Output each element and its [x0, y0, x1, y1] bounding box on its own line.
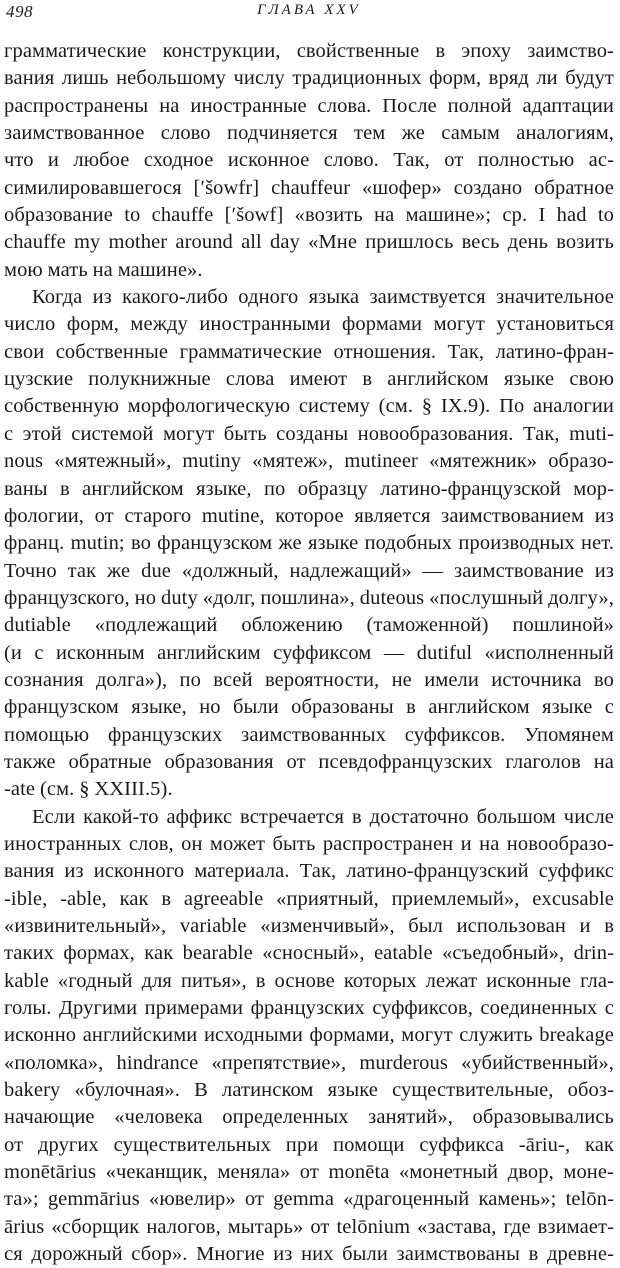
text-line: Если какой-то аффикс встречается в достаточно большом числе [32, 805, 614, 828]
text-line: Точно так же due «должный, надлежащий» — заимствование из [4, 559, 614, 582]
text-line: вания из исконного материала. Так, латино-французский суффикс [4, 860, 614, 883]
page-number: 498 [6, 2, 33, 21]
text-line: франц. mutin; во французском же языке подобных производных нет. [4, 532, 614, 555]
text-line: ārius «сборщик налогов, мытарь» от telōnium «застава, где взимает- [4, 1215, 614, 1238]
text-line: monētārius «чеканщик, меняла» от monēta «монетный двор, моне- [4, 1161, 614, 1184]
text-line: помощью французских заимствованных суффиксов. Упомянем [4, 723, 614, 746]
text-line: иностранных слов, он может быть распространен и на новообразо- [4, 832, 614, 855]
text-line: (и с исконным английским суффиксом — dutiful «исполненный [4, 641, 614, 664]
text-line: грамматические конструкции, свойственные в эпоху заимство- [4, 40, 614, 62]
text-line: с этой системой могут быть созданы новообразования. Так, muti- [4, 422, 614, 445]
text-line: -ate (см. § XXIII.5). [4, 778, 173, 801]
text-line: образование to chauffe [ʹšowf] «возить на машине»; ср. I had to [4, 204, 614, 227]
text-line: свои собственные грамматические отношения. Так, латино-фран- [4, 340, 614, 363]
running-title: ГЛАВА XXV [257, 2, 361, 18]
text-line: что и любое сходное исконное слово. Так, от полностью ас- [4, 149, 614, 172]
text-line: также обратные образования от псевдофранцузских глаголов на [4, 750, 614, 773]
text-line: dutiable «подлежащий обложению (таможенной) пошлиной» [4, 614, 614, 637]
paragraph-2 [4, 284, 614, 804]
text-line: «извинительный», variable «изменчивый», был использован и в [4, 915, 614, 937]
text-line: французском языке, но были образованы в английском языке с [4, 696, 614, 719]
paragraph-3 [4, 804, 614, 1268]
paragraph-1 [4, 38, 614, 284]
text-line: chauffe my mother around all day «Мне пришлось весь день возить [4, 231, 614, 254]
text-line: bakery «булочная». В латинском языке существительные, обоз- [4, 1079, 614, 1102]
text-line: «поломка», hindrance «препятствие», murderous «убийственный», [4, 1051, 614, 1074]
text-line: мою мать на машине». [4, 258, 203, 281]
page-header [4, 0, 614, 26]
text-line: голы. Другими примерами французских суффиксов, соединенных с [4, 997, 614, 1020]
text-line: вания лишь небольшому числу традиционных форм, вряд ли будут [4, 67, 614, 90]
text-line: число форм, между иностранными формами могут установиться [4, 313, 614, 336]
text-line: -ible, -able, как в agreeable «приятный, приемлемый», excusable [4, 887, 614, 910]
text-line: та»; gemmārius «ювелир» от gemma «драгоценный камень»; telōn- [4, 1188, 614, 1211]
text-line: французского, но duty «долг, пошлина», duteous «послушный долгу», [4, 586, 614, 609]
text-line: исконно английскими исходными формами, могут служить breakage [4, 1024, 614, 1047]
text-line: ся дорожный сбор». Многие из них были заимствованы в древне- [4, 1243, 614, 1266]
text-line: распространены на иностранные слова. После полной адаптации [4, 94, 614, 117]
text-line: симилировавшегося [ʹšowfr] chauffeur «шофер» создано обратное [4, 176, 614, 199]
text-line: nous «мятежный», mutiny «мятеж», mutineer «мятежник» образо- [4, 450, 614, 473]
text-line: цузские полукнижные слова имеют в английском языке свою [4, 368, 614, 391]
text-line: Когда из какого-либо одного языка заимствуется значительное [32, 286, 614, 309]
body-text [4, 38, 614, 1268]
text-line: таких формах, как bearable «сносный», eatable «съедобный», drin- [4, 942, 614, 965]
text-line: ваны в английском языке, по образцу латино-французской мор- [4, 477, 614, 500]
text-line: собственную морфологическую систему (см. § IX.9). По аналогии [4, 395, 614, 418]
text-line: сознания долга»), по всей вероятности, не имели источника во [4, 668, 614, 691]
text-line: начающие «человека определенных занятий», образовывались [4, 1106, 614, 1129]
text-line: фологии, от старого mutine, которое является заимствованием из [4, 504, 614, 527]
text-line: kable «годный для питья», в основе которых лежат исконные гла- [4, 969, 614, 992]
text-line: заимствованное слово подчиняется тем же самым аналогиям, [4, 122, 614, 145]
text-line: от других существительных при помощи суффикса -āriu-, как [4, 1133, 614, 1156]
